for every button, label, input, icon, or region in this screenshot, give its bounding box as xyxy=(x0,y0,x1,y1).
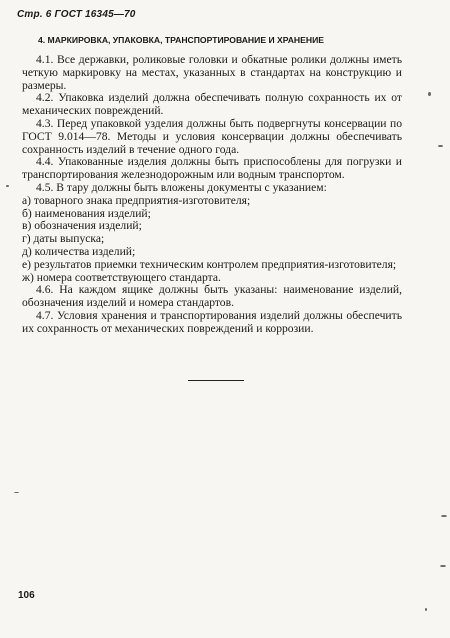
scan-speck xyxy=(428,92,431,96)
list-item-g: г) даты выпуска; xyxy=(22,232,105,246)
body-text xyxy=(22,54,402,336)
paragraph-4-7: 4.7. Условия хранения и транспортирования изделий должны обеспечить их сохранность от механических повреждений и коррозии. xyxy=(22,308,402,335)
paragraph-4-1: 4.1. Все державки, роликовые головки и обкатные ролики должны иметь четкую маркировку на местах, указанных в стандартах на конструкцию и размеры. xyxy=(22,53,402,92)
paragraph-4-4: 4.4. Упакованные изделия должны быть приспособлены для погрузки и транспортирования железнодорожным или водным транспортом. xyxy=(22,155,402,182)
scan-speck xyxy=(14,492,19,493)
end-rule xyxy=(188,380,244,381)
scan-speck xyxy=(440,565,446,567)
paragraph-4-6: 4.6. На каждом ящике должны быть указаны: наименование изделий, обозначения изделий и номера стандартов. xyxy=(22,283,402,310)
list-item-e: е) результатов приемки техническим контролем предприятия-изготовителя; xyxy=(22,257,397,271)
list-item-b: б) наименования изделий; xyxy=(22,206,151,220)
page-number: 106 xyxy=(18,590,35,601)
list-item-zh: ж) номера соответствующего стандарта. xyxy=(22,270,221,284)
scan-speck xyxy=(441,515,447,517)
page-header: Стр. 6 ГОСТ 16345—70 xyxy=(17,9,136,20)
list-item-d: д) количества изделий; xyxy=(22,244,136,258)
paragraph-4-3: 4.3. Перед упаковкой узделия должны быть подвергнуты консервации по ГОСТ 9.014—78. Методы и условия консервации должны обеспечивать сохранность изделий в течение одного года. xyxy=(22,116,402,156)
section-title: 4. МАРКИРОВКА, УПАКОВКА, ТРАНСПОРТИРОВАНИЕ И ХРАНЕНИЕ xyxy=(38,35,324,45)
paragraph-4-5: 4.5. В тару должны быть вложены документы с указанием: xyxy=(36,180,327,194)
paragraph-4-2: 4.2. Упаковка изделий должна обеспечивать полную сохранность их от механических повреждений. xyxy=(22,91,402,118)
list-item-a: а) товарного знака предприятия-изготовителя; xyxy=(22,193,251,207)
scan-speck xyxy=(6,185,9,187)
scan-speck xyxy=(438,145,443,147)
scan-speck xyxy=(425,608,427,611)
list-item-v: в) обозначения изделий; xyxy=(22,219,142,233)
